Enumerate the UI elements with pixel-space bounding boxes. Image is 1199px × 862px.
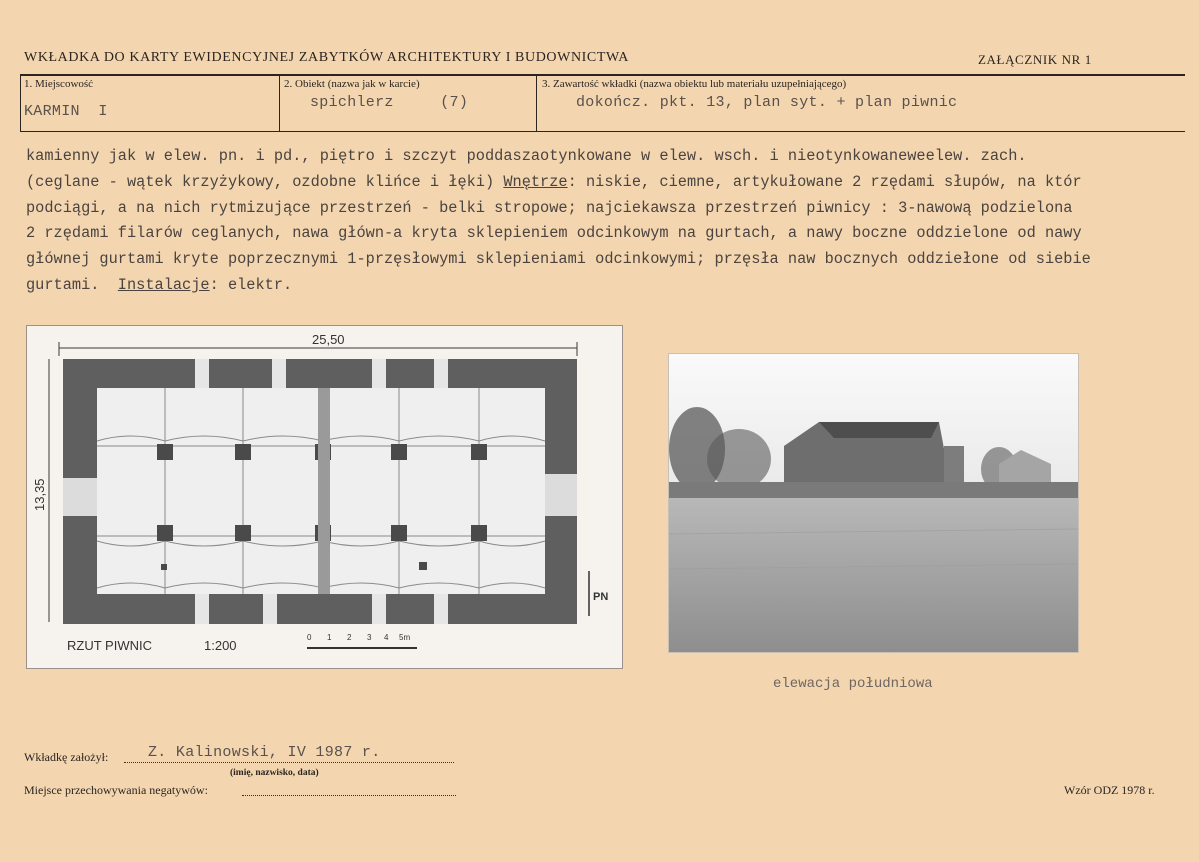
window-s1 — [195, 594, 209, 624]
height-dimension: 13,35 — [32, 478, 47, 511]
window-s4 — [434, 594, 448, 624]
east-entrance — [545, 474, 577, 516]
description-text — [26, 144, 1196, 299]
description-line-3: podciągi, a na nich rytmizujące przestrzeń - belki stropowe; najciekawsza przestrzeń piwnicy : 3-nawową podzielona — [26, 198, 1073, 217]
created-by-value: Z. Kalinowski, IV 1987 r. — [148, 744, 381, 761]
window-s2 — [263, 594, 277, 624]
description-line-5: głównej gurtami kryte poprzecznymi 1-przęsłowymi sklepieniami odcinkowymi; przęsła naw bocznych oddziełone od siebie — [26, 250, 1091, 269]
north-label: PN — [593, 591, 609, 603]
window-n1 — [195, 359, 209, 388]
scale-tick-4: 4 — [384, 633, 389, 642]
window-n4 — [434, 359, 448, 388]
locality-value: KARMIN I — [24, 103, 108, 120]
window-n2 — [272, 359, 286, 388]
photo-wall — [669, 482, 1078, 498]
description-line-4: 2 rzędami filarów ceglanych, nawa główn-a kryta sklepieniem odcinkowym na gurtach, a nawy boczne oddzielone od nawy — [26, 224, 1082, 243]
cellar-plan — [26, 325, 623, 669]
window-n3 — [372, 359, 386, 388]
contents-value: dokończ. pkt. 13, plan syt. + plan piwnic — [576, 94, 958, 111]
granary-photo — [668, 353, 1079, 653]
plan-scale: 1:200 — [204, 638, 237, 653]
scale-tick-3: 3 — [367, 633, 372, 642]
granary-photo-image — [669, 354, 1078, 652]
description-line-2b: : niskie, ciemne, artykułowane 2 rzędami słupów, na któr — [567, 172, 1082, 191]
created-by-hint: (imię, nazwisko, data) — [230, 768, 319, 778]
header-rule-top — [20, 74, 1185, 76]
photo-caption: elewacja południowa — [773, 676, 933, 692]
field-divider-2 — [536, 74, 537, 131]
description-line-2a: (ceglane - wątek krzyżykowy, ozdobne klińce i łęki) — [26, 172, 504, 191]
interior-heading: Wnętrze — [503, 172, 568, 191]
plan-label: RZUT PIWNIC — [67, 638, 152, 653]
west-entrance — [63, 478, 97, 516]
description-line-1: kamienny jak w elew. pn. i pd., piętro i szczyt poddaszaotynkowane w elew. wsch. i nieotynkowaneweelew. zach. — [26, 147, 1027, 165]
form-model-label: Wzór ODZ 1978 r. — [1064, 783, 1155, 797]
photo-ground — [669, 498, 1078, 652]
description-line-6a: gurtami. — [26, 275, 118, 294]
contents-label: 3. Zawartość wkładki (nazwa obiektu lub materiału uzupełniającego) — [542, 78, 847, 90]
locality-label: 1. Miejscowość — [24, 78, 94, 90]
width-dimension: 25,50 — [312, 332, 345, 347]
granary-roof — [819, 422, 939, 438]
object-label: 2. Obiekt (nazwa jak w karcie) — [284, 78, 420, 90]
negatives-storage-label: Miejsce przechowywania negatywów: — [24, 783, 208, 797]
object-value: spichlerz (7) — [310, 94, 469, 111]
annex-number: ZAŁĄCZNIK NR 1 — [978, 52, 1092, 67]
installations-heading: Instalacje — [117, 275, 210, 294]
field-divider-0 — [20, 74, 21, 131]
card-title: WKŁADKA DO KARTY EWIDENCYJNEJ ZABYTKÓW ARCHITEKTURY I BUDOWNICTWA — [24, 50, 629, 65]
created-by-line — [124, 762, 454, 763]
scale-tick-2: 2 — [347, 633, 352, 642]
created-by-label: Wkładkę założył: — [24, 750, 109, 764]
cellar-plan-drawing — [27, 326, 622, 668]
scale-tick-5: 5m — [399, 633, 411, 642]
partition-wall — [318, 388, 330, 594]
window-s3 — [372, 594, 386, 624]
description-line-6b: : elektr. — [209, 275, 293, 294]
negatives-storage-line — [242, 795, 456, 796]
scale-tick-0: 0 — [307, 633, 312, 642]
scale-tick-1: 1 — [327, 633, 332, 642]
header-rule-bottom — [20, 131, 1185, 132]
field-divider-1 — [279, 74, 280, 131]
